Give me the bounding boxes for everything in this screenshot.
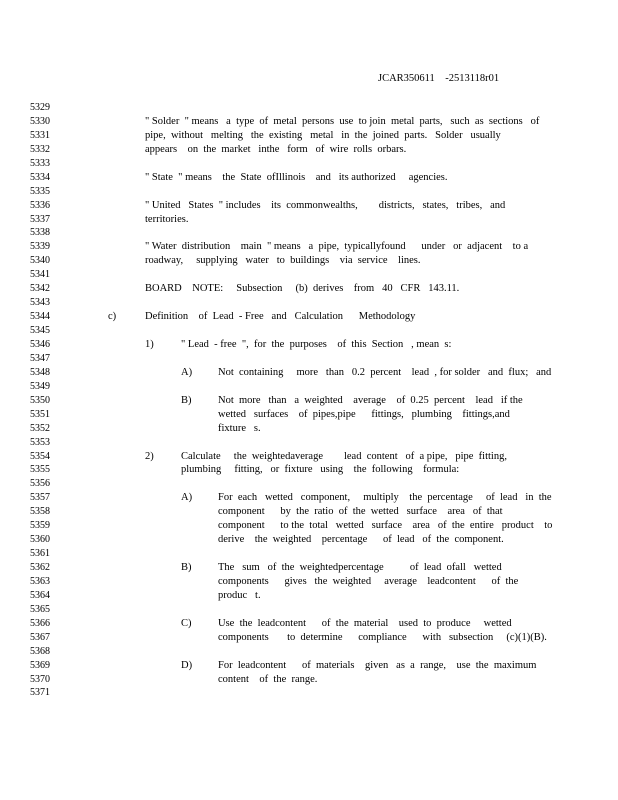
line-number: 5364 (30, 589, 50, 601)
document-line (0, 533, 618, 547)
line-text: Not more than a weighted average of 0.25 percent lead if the (218, 394, 523, 406)
line-number: 5361 (30, 548, 50, 560)
line-text: C) (181, 617, 192, 629)
line-text: produc t. (218, 589, 261, 601)
document-line (0, 505, 618, 519)
document-line (0, 324, 618, 338)
document-line (0, 240, 618, 254)
line-number: 5369 (30, 659, 50, 671)
document-line (0, 352, 618, 366)
line-text: B) (181, 562, 192, 574)
line-number: 5350 (30, 394, 50, 406)
line-text: fixture s. (218, 422, 261, 434)
document-line (0, 310, 618, 324)
document-line (0, 547, 618, 561)
line-number: 5334 (30, 171, 50, 183)
document-line (0, 366, 618, 380)
line-text: roadway, supplying water to buildings via service lines. (145, 255, 421, 267)
line-number: 5340 (30, 255, 50, 267)
line-text: Definition of Lead - Free and Calculation Methodology (145, 311, 416, 323)
document-line (0, 226, 618, 240)
document-line (0, 659, 618, 673)
line-text: 2) (145, 450, 154, 462)
document-line (0, 380, 618, 394)
document-line (0, 101, 618, 115)
line-text: A) (181, 492, 193, 504)
line-number: 5348 (30, 366, 50, 378)
line-text: " Lead - free ", for the purposes of this Section , mean s: (181, 338, 452, 350)
line-text: components gives the weighted average leadcontent of the (218, 575, 519, 587)
line-number: 5345 (30, 325, 50, 337)
document-line (0, 157, 618, 171)
document-line (0, 519, 618, 533)
line-number: 5341 (30, 269, 50, 281)
line-text: " Water distribution main " means a pipe, typicallyfound under or adjacent to a (145, 241, 529, 253)
document-line (0, 463, 618, 477)
line-number: 5371 (30, 687, 50, 699)
line-number: 5357 (30, 492, 50, 504)
document-line (0, 422, 618, 436)
document-line (0, 477, 618, 491)
line-text: Use the leadcontent of the material used to produce wetted (218, 617, 512, 629)
line-number: 5365 (30, 603, 50, 615)
line-number: 5336 (30, 199, 50, 211)
line-text: The sum of the weightedpercentage of lead ofall wetted (218, 562, 502, 574)
document-line (0, 436, 618, 450)
line-text: Calculate the weightedaverage lead content of a pipe, pipe fitting, (181, 450, 507, 462)
document-line (0, 143, 618, 157)
line-text: territories. (145, 213, 189, 225)
line-number: 5351 (30, 408, 50, 420)
document-line (0, 603, 618, 617)
line-number: 5338 (30, 227, 50, 239)
document-line (0, 394, 618, 408)
line-number: 5343 (30, 297, 50, 309)
line-number: 5330 (30, 115, 50, 127)
document-header-id: JCAR350611 -2513118r01 (378, 73, 500, 84)
line-number: 5368 (30, 645, 50, 657)
line-number: 5356 (30, 478, 50, 490)
line-number: 5358 (30, 506, 50, 518)
document-line (0, 561, 618, 575)
line-number: 5363 (30, 575, 50, 587)
line-number: 5349 (30, 380, 50, 392)
line-number: 5352 (30, 422, 50, 434)
line-text: " Solder " means a type of metal persons use to join metal parts, such as sections of (145, 115, 540, 127)
document-line (0, 185, 618, 199)
line-number: 5353 (30, 436, 50, 448)
line-text: components to determine compliance with subsection (c)(1)(B). (218, 631, 547, 643)
document-line (0, 408, 618, 422)
line-text: For leadcontent of materials given as a range, use the maximum (218, 659, 537, 671)
document-line (0, 673, 618, 687)
line-number: 5332 (30, 143, 50, 155)
line-number: 5344 (30, 311, 50, 323)
document-line (0, 575, 618, 589)
document-line (0, 199, 618, 213)
line-number: 5339 (30, 241, 50, 253)
line-text: wetted surfaces of pipes,pipe fittings, plumbing fittings,and (218, 408, 510, 420)
line-number: 5342 (30, 283, 50, 295)
line-text: " State " means the State ofIllinois and its authorized agencies. (145, 171, 448, 183)
document-line (0, 115, 618, 129)
line-number: 5362 (30, 562, 50, 574)
line-number: 5346 (30, 338, 50, 350)
line-number: 5335 (30, 185, 50, 197)
document-line (0, 686, 618, 700)
line-number: 5370 (30, 673, 50, 685)
document-line (0, 631, 618, 645)
line-text: pipe, without melting the existing metal in the joined parts. Solder usually (145, 129, 501, 141)
document-line (0, 617, 618, 631)
line-text: For each wetted component, multiply the percentage of lead in the (218, 492, 552, 504)
document-line (0, 338, 618, 352)
line-number: 5347 (30, 352, 50, 364)
line-text: " United States " includes its commonwealths, districts, states, tribes, and (145, 199, 506, 211)
document-line (0, 491, 618, 505)
line-number: 5359 (30, 520, 50, 532)
line-text: c) (108, 311, 117, 323)
document-line (0, 450, 618, 464)
line-number: 5354 (30, 450, 50, 462)
document-line (0, 129, 618, 143)
line-text: component by the ratio of the wetted surface area of that (218, 506, 503, 518)
line-number: 5331 (30, 129, 50, 141)
line-text: Not containing more than 0.2 percent lead , for solder and flux; and (218, 366, 552, 378)
line-text: 1) (145, 338, 154, 350)
document-line (0, 645, 618, 659)
line-number: 5333 (30, 157, 50, 169)
line-text: component to the total wetted surface area of the entire product to (218, 520, 553, 532)
line-text: appears on the market inthe form of wire rolls orbars. (145, 143, 407, 155)
document-line (0, 171, 618, 185)
document-line (0, 282, 618, 296)
document-line (0, 268, 618, 282)
line-number: 5337 (30, 213, 50, 225)
line-text: derive the weighted percentage of lead of the component. (218, 534, 504, 546)
document-line (0, 213, 618, 227)
line-text: A) (181, 366, 193, 378)
line-text: BOARD NOTE: Subsection (b) derives from 40 CFR 143.11. (145, 283, 460, 295)
document-line (0, 589, 618, 603)
document-line (0, 296, 618, 310)
line-number: 5366 (30, 617, 50, 629)
line-text: D) (181, 659, 193, 671)
line-number: 5355 (30, 464, 50, 476)
line-text: content of the range. (218, 673, 318, 685)
line-text: plumbing fitting, or fixture using the following formula: (181, 464, 460, 476)
line-number: 5367 (30, 631, 50, 643)
document-line (0, 254, 618, 268)
line-number: 5360 (30, 534, 50, 546)
line-number: 5329 (30, 102, 50, 113)
line-text: B) (181, 394, 192, 406)
